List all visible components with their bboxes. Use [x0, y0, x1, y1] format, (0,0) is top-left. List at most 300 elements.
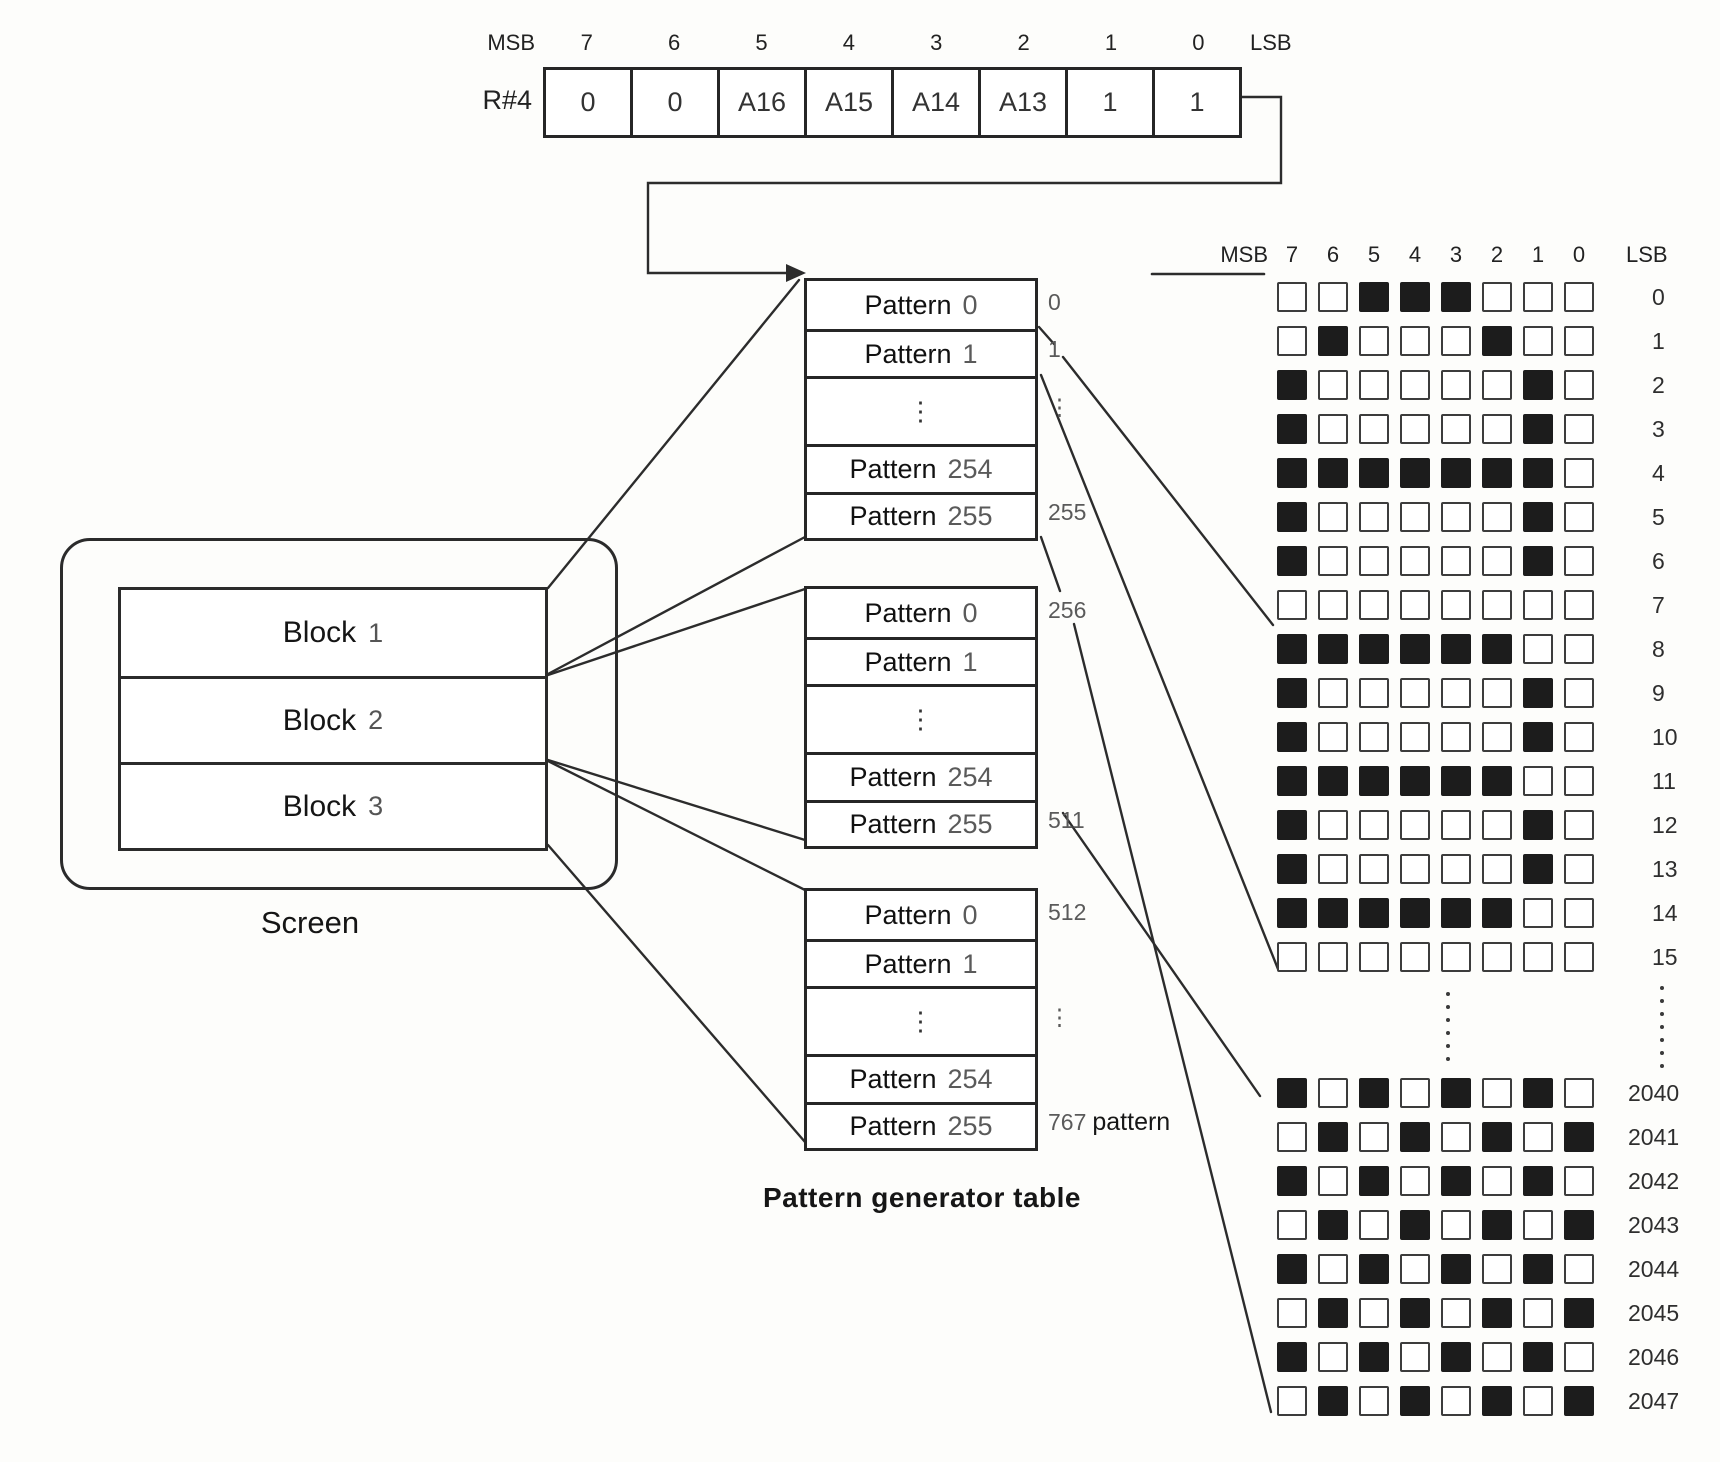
pixel-cell-empty	[1564, 1166, 1594, 1196]
register-bit-number: 5	[755, 30, 768, 55]
pixel-row-address: 2044	[1628, 1255, 1680, 1282]
pixel-cell-empty	[1482, 370, 1512, 400]
pixel-cell-filled	[1523, 678, 1553, 708]
pixel-cell-filled	[1318, 1298, 1348, 1328]
block-number: 1	[368, 617, 384, 648]
pixel-cell-filled	[1277, 634, 1307, 664]
pattern-table-row: ⋮	[807, 684, 1035, 752]
pattern-table-row	[807, 281, 1035, 329]
pixel-cell-filled	[1359, 458, 1389, 488]
pixel-cell-filled	[1359, 1166, 1389, 1196]
pixel-cell-empty	[1441, 326, 1471, 356]
pixel-cell-empty	[1564, 766, 1594, 796]
register-cell: 0	[630, 70, 717, 135]
pixel-cell-empty	[1441, 1122, 1471, 1152]
grid-bit-number: 0	[1572, 242, 1586, 267]
pixel-row	[1277, 678, 1594, 708]
pixel-cell-empty	[1441, 854, 1471, 884]
pixel-cell-filled	[1277, 458, 1307, 488]
pattern-table-row	[807, 800, 1035, 846]
register-cell: A15	[804, 70, 891, 135]
pattern-table-block-2	[804, 586, 1038, 849]
register-cell: 1	[1152, 70, 1239, 135]
grid-bit-number: 7	[1285, 242, 1299, 267]
pixel-cell-filled	[1441, 1254, 1471, 1284]
ellipsis-dot	[1660, 1038, 1664, 1042]
pixel-cell-empty	[1523, 898, 1553, 928]
ellipsis-dot	[1660, 1012, 1664, 1016]
pattern-table-row	[807, 589, 1035, 637]
pixel-row-address: 2041	[1628, 1123, 1680, 1150]
register-msb-label: MSB	[487, 30, 535, 55]
pixel-cell-empty	[1441, 678, 1471, 708]
pixel-cell-filled	[1318, 1386, 1348, 1416]
screen-label: Screen	[260, 905, 360, 940]
pixel-cell-filled	[1441, 1078, 1471, 1108]
pattern-address-label	[1048, 498, 1086, 526]
pixel-cell-filled	[1441, 634, 1471, 664]
pixel-cell-empty	[1564, 1254, 1594, 1284]
pixel-cell-filled	[1400, 282, 1430, 312]
pixel-cell-empty	[1441, 810, 1471, 840]
pixel-row	[1277, 1254, 1594, 1284]
pixel-cell-empty	[1318, 546, 1348, 576]
pattern-row-name: Pattern	[864, 289, 952, 320]
pixel-cell-empty	[1523, 1298, 1553, 1328]
pixel-cell-filled	[1523, 546, 1553, 576]
pattern-address-label	[1048, 898, 1086, 926]
ellipsis-dot	[1446, 1018, 1450, 1022]
pattern-address-label	[1048, 596, 1086, 624]
pixel-cell-empty	[1523, 282, 1553, 312]
pixel-cell-empty	[1564, 1342, 1594, 1372]
pixel-cell-filled	[1523, 414, 1553, 444]
pixel-row	[1277, 1122, 1594, 1152]
pixel-cell-empty	[1564, 1078, 1594, 1108]
pixel-cell-empty	[1359, 590, 1389, 620]
grid-bit-number: 2	[1490, 242, 1504, 267]
pixel-cell-empty	[1441, 414, 1471, 444]
pixel-cell-filled	[1277, 546, 1307, 576]
pixel-cell-empty	[1359, 546, 1389, 576]
pixel-cell-empty	[1359, 370, 1389, 400]
pixel-row	[1277, 370, 1594, 400]
pixel-cell-filled	[1318, 898, 1348, 928]
pixel-cell-empty	[1482, 546, 1512, 576]
register-cell: A14	[891, 70, 978, 135]
pixel-cell-empty	[1564, 854, 1594, 884]
pixel-cell-empty	[1359, 1210, 1389, 1240]
pixel-row	[1277, 898, 1594, 928]
pattern-table-block-1	[804, 278, 1038, 541]
pixel-cell-empty	[1400, 1166, 1430, 1196]
pixel-row-address: 12	[1652, 811, 1678, 838]
ellipsis-dot	[1660, 986, 1664, 990]
pixel-cell-empty	[1400, 678, 1430, 708]
pixel-cell-empty	[1277, 282, 1307, 312]
pixel-row-address: 0	[1652, 283, 1665, 310]
pixel-cell-filled	[1318, 1210, 1348, 1240]
pixel-cell-empty	[1564, 898, 1594, 928]
pixel-cell-empty	[1400, 590, 1430, 620]
register-cell: A13	[978, 70, 1065, 135]
pixel-cell-empty	[1400, 1254, 1430, 1284]
pixel-cell-empty	[1400, 370, 1430, 400]
pixel-row-address: 7	[1652, 591, 1665, 618]
pattern-row-number: 0	[962, 597, 978, 628]
pixel-cell-empty	[1359, 854, 1389, 884]
block-name: Block	[282, 789, 357, 823]
pixel-cell-empty	[1318, 282, 1348, 312]
ellipsis-dot	[1446, 1044, 1450, 1048]
pixel-cell-empty	[1441, 502, 1471, 532]
pixel-cell-filled	[1277, 810, 1307, 840]
pixel-row-address: 9	[1652, 679, 1665, 706]
pixel-cell-empty	[1318, 722, 1348, 752]
pixel-cell-empty	[1441, 1298, 1471, 1328]
pixel-cell-filled	[1400, 458, 1430, 488]
pixel-cell-filled	[1277, 722, 1307, 752]
pattern-address-label	[1048, 1108, 1170, 1136]
pixel-cell-empty	[1359, 810, 1389, 840]
pixel-row-address: 2043	[1628, 1211, 1680, 1238]
pixel-cell-empty	[1441, 370, 1471, 400]
pixel-cell-empty	[1564, 370, 1594, 400]
pixel-cell-empty	[1359, 1122, 1389, 1152]
pixel-cell-empty	[1523, 1210, 1553, 1240]
ellipsis-dot	[1660, 1064, 1664, 1068]
pattern-address-label	[1048, 336, 1061, 364]
screen-block-row	[121, 676, 545, 762]
pattern-address-label	[1048, 288, 1061, 316]
grid-bit-numbers	[1277, 241, 1594, 269]
pixel-row	[1277, 282, 1594, 312]
pixel-row-address: 8	[1652, 635, 1665, 662]
pixel-cell-empty	[1277, 1122, 1307, 1152]
pixel-cell-empty	[1400, 546, 1430, 576]
pixel-row-address: 6	[1652, 547, 1665, 574]
pattern-row-number: 254	[947, 762, 993, 792]
pixel-cell-empty	[1318, 810, 1348, 840]
pixel-cell-empty	[1277, 326, 1307, 356]
pixel-cell-empty	[1359, 678, 1389, 708]
pixel-cell-empty	[1564, 458, 1594, 488]
ellipsis-dot	[1660, 999, 1664, 1003]
pixel-cell-empty	[1441, 590, 1471, 620]
pixel-cell-filled	[1482, 766, 1512, 796]
grid-bit-number: 6	[1326, 242, 1340, 267]
pixel-cell-empty	[1277, 1210, 1307, 1240]
register-cell: 0	[580, 87, 596, 117]
pixel-cell-empty	[1318, 1166, 1348, 1196]
pixel-cell-empty	[1277, 590, 1307, 620]
pattern-row-name: Pattern	[849, 501, 937, 531]
pixel-cell-filled	[1441, 458, 1471, 488]
pixel-cell-empty	[1523, 1122, 1553, 1152]
pixel-cell-filled	[1523, 1254, 1553, 1284]
block-name: Block	[282, 703, 357, 737]
pixel-row	[1277, 1298, 1594, 1328]
register-cell: A16	[717, 70, 804, 135]
pixel-cell-filled	[1482, 458, 1512, 488]
pixel-row	[1277, 810, 1594, 840]
pixel-row	[1277, 1386, 1594, 1416]
grid-bit-number: 1	[1531, 242, 1545, 267]
pattern-row-name: Pattern	[849, 809, 937, 839]
address-number: 512	[1048, 898, 1087, 925]
pixel-cell-filled	[1277, 1078, 1307, 1108]
pixel-row-address: 3	[1652, 415, 1665, 442]
pixel-row	[1277, 854, 1594, 884]
pixel-cell-empty	[1318, 1342, 1348, 1372]
pixel-cell-empty	[1318, 590, 1348, 620]
pixel-cell-filled	[1318, 458, 1348, 488]
pixel-cell-empty	[1482, 1342, 1512, 1372]
pixel-cell-filled	[1400, 766, 1430, 796]
pixel-row	[1277, 942, 1594, 972]
register-bit-number: 4	[842, 30, 855, 55]
pattern-row-name: Pattern	[864, 948, 952, 979]
pixel-cell-empty	[1564, 942, 1594, 972]
pixel-cell-filled	[1277, 766, 1307, 796]
pixel-row-address: 10	[1652, 723, 1678, 750]
pixel-row-address: 1	[1652, 327, 1665, 354]
pixel-cell-filled	[1318, 326, 1348, 356]
register-bit-number: 6	[667, 30, 681, 55]
pattern-table-row	[807, 444, 1035, 492]
pattern-address-label	[1048, 1003, 1071, 1031]
pattern-row-name: Pattern	[864, 338, 952, 369]
pixel-cell-filled	[1482, 1122, 1512, 1152]
pixel-cell-empty	[1482, 722, 1512, 752]
pattern-generator-table-caption: Pattern generator table	[762, 1182, 1082, 1213]
pixel-cell-filled	[1359, 898, 1389, 928]
ellipsis-dot	[1660, 1051, 1664, 1055]
pixel-cell-filled	[1482, 634, 1512, 664]
pixel-cell-filled	[1564, 1298, 1594, 1328]
pixel-cell-filled	[1441, 282, 1471, 312]
pixel-cell-filled	[1441, 1342, 1471, 1372]
pixel-cell-filled	[1482, 1386, 1512, 1416]
pixel-row	[1277, 722, 1594, 752]
pixel-row-address: 11	[1652, 767, 1676, 794]
pattern-table-row	[807, 891, 1035, 939]
pixel-cell-filled	[1277, 370, 1307, 400]
pattern-table-block-3	[804, 888, 1038, 1151]
pixel-cell-empty	[1482, 414, 1512, 444]
pixel-cell-filled	[1523, 1166, 1553, 1196]
pixel-cell-empty	[1318, 854, 1348, 884]
pixel-cell-empty	[1400, 854, 1430, 884]
pixel-cell-empty	[1564, 810, 1594, 840]
pixel-cell-empty	[1523, 942, 1553, 972]
pixel-cell-empty	[1441, 1386, 1471, 1416]
register-bit-number: 1	[1104, 30, 1118, 55]
ellipsis-dot	[1660, 1025, 1664, 1029]
pattern-table-row: ⋮	[807, 376, 1035, 444]
pixel-cell-filled	[1564, 1122, 1594, 1152]
address-number: 767	[1048, 1108, 1087, 1135]
pixel-cell-empty	[1359, 414, 1389, 444]
grid-bit-number: 5	[1367, 242, 1381, 267]
pixel-cell-filled	[1523, 502, 1553, 532]
pixel-cell-empty	[1564, 722, 1594, 752]
pixel-cell-filled	[1441, 766, 1471, 796]
address-number: 256	[1048, 596, 1087, 623]
pixel-cell-filled	[1400, 1122, 1430, 1152]
pattern-row-number: 255	[947, 809, 993, 839]
pixel-cell-empty	[1441, 1210, 1471, 1240]
pixel-cell-filled	[1523, 370, 1553, 400]
pixel-cell-empty	[1564, 414, 1594, 444]
ellipsis-dot	[1446, 1057, 1450, 1061]
pixel-cell-filled	[1359, 282, 1389, 312]
pixel-cell-empty	[1564, 678, 1594, 708]
pattern-table-row	[807, 939, 1035, 986]
pixel-cell-filled	[1523, 458, 1553, 488]
pixel-cell-filled	[1564, 1210, 1594, 1240]
pixel-row-address: 2045	[1628, 1299, 1680, 1326]
pattern-row-name: Pattern	[849, 1111, 937, 1141]
pixel-cell-empty	[1482, 1254, 1512, 1284]
pattern-address-label	[1048, 393, 1071, 421]
pixel-cell-filled	[1400, 1386, 1430, 1416]
register-r4-box	[543, 67, 1242, 138]
pixel-cell-empty	[1359, 502, 1389, 532]
screen-block-box	[118, 587, 548, 851]
pixel-cell-filled	[1523, 810, 1553, 840]
pixel-row-address: 2	[1652, 371, 1665, 398]
pixel-cell-filled	[1564, 1386, 1594, 1416]
pixel-row	[1277, 766, 1594, 796]
pixel-cell-empty	[1482, 590, 1512, 620]
pixel-cell-empty	[1564, 282, 1594, 312]
pixel-cell-filled	[1277, 502, 1307, 532]
pixel-cell-empty	[1523, 326, 1553, 356]
register-bit-number: 7	[580, 30, 593, 55]
screen-block-row	[121, 762, 545, 848]
register-bit-number: 2	[1017, 30, 1030, 55]
address-number: 1	[1048, 336, 1061, 362]
pixel-row-address: 14	[1652, 899, 1678, 926]
pixel-cell-filled	[1359, 766, 1389, 796]
pixel-cell-empty	[1400, 810, 1430, 840]
pixel-cell-filled	[1277, 1254, 1307, 1284]
pixel-cell-filled	[1400, 898, 1430, 928]
pixel-cell-filled	[1482, 1298, 1512, 1328]
pattern-row-name: Pattern	[864, 646, 952, 677]
block-name: Block	[282, 616, 357, 649]
pixel-row	[1277, 590, 1594, 620]
pixel-cell-filled	[1359, 634, 1389, 664]
address-suffix: pattern	[1092, 1107, 1171, 1136]
register-name: R#4	[482, 84, 532, 115]
pixel-cell-empty	[1482, 282, 1512, 312]
pattern-table-row	[807, 492, 1035, 538]
pixel-cell-filled	[1482, 1210, 1512, 1240]
block-number: 2	[368, 705, 384, 735]
pixel-cell-empty	[1564, 546, 1594, 576]
pixel-cell-empty	[1400, 502, 1430, 532]
pixel-cell-empty	[1523, 766, 1553, 796]
pixel-cell-filled	[1482, 326, 1512, 356]
pixel-cell-empty	[1564, 590, 1594, 620]
pattern-row-number: 255	[947, 501, 993, 531]
ellipsis-dot	[1446, 1031, 1450, 1035]
pixel-cell-empty	[1318, 678, 1348, 708]
pixel-row	[1277, 326, 1594, 356]
pixel-cell-empty	[1400, 942, 1430, 972]
pixel-cell-empty	[1359, 942, 1389, 972]
pixel-row-address: 2047	[1628, 1387, 1680, 1414]
ellipsis-dot	[1446, 992, 1450, 996]
pixel-row	[1277, 414, 1594, 444]
pattern-row-number: 1	[962, 338, 978, 369]
address-number: 511	[1048, 806, 1085, 833]
pixel-cell-empty	[1482, 502, 1512, 532]
pixel-cell-empty	[1359, 722, 1389, 752]
pattern-table-row: ⋮	[807, 986, 1035, 1054]
pixel-cell-filled	[1523, 722, 1553, 752]
pixel-row	[1277, 1210, 1594, 1240]
pixel-cell-empty	[1318, 1078, 1348, 1108]
address-number: 0	[1048, 288, 1061, 315]
pixel-cell-empty	[1564, 326, 1594, 356]
address-number: ⋮	[1048, 393, 1071, 420]
grid-bit-number: 4	[1408, 242, 1422, 267]
pixel-cell-filled	[1523, 1078, 1553, 1108]
block-number: 3	[368, 791, 384, 821]
pixel-cell-empty	[1400, 326, 1430, 356]
pixel-cell-filled	[1400, 1210, 1430, 1240]
pixel-cell-empty	[1277, 942, 1307, 972]
pattern-row-name: Pattern	[849, 1064, 937, 1094]
pattern-row-number: 254	[947, 1064, 993, 1094]
pixel-cell-empty	[1523, 634, 1553, 664]
pixel-cell-empty	[1318, 370, 1348, 400]
pattern-row-number: 0	[962, 289, 978, 320]
pixel-cell-empty	[1441, 722, 1471, 752]
pixel-cell-empty	[1441, 546, 1471, 576]
pixel-cell-empty	[1318, 942, 1348, 972]
pixel-cell-empty	[1400, 722, 1430, 752]
pattern-row-number: 1	[962, 646, 978, 677]
pixel-cell-empty	[1318, 414, 1348, 444]
pattern-row-number: 0	[962, 899, 978, 930]
pixel-cell-filled	[1277, 1166, 1307, 1196]
pixel-cell-empty	[1359, 326, 1389, 356]
pattern-row-number: 255	[947, 1111, 993, 1141]
pixel-cell-filled	[1277, 854, 1307, 884]
pattern-table-row	[807, 637, 1035, 684]
pixel-cell-empty	[1277, 1298, 1307, 1328]
pixel-cell-empty	[1482, 1166, 1512, 1196]
pixel-cell-empty	[1523, 1386, 1553, 1416]
pixel-row-address: 2040	[1628, 1079, 1680, 1106]
pixel-row	[1277, 1078, 1594, 1108]
grid-msb-label: MSB	[1220, 242, 1268, 267]
pattern-row-number: 1	[962, 948, 978, 979]
pattern-row-name: Pattern	[849, 454, 937, 484]
pixel-row	[1277, 634, 1594, 664]
grid-bit-number: 3	[1449, 242, 1463, 267]
pixel-row-address: 13	[1652, 855, 1678, 882]
pixel-row-address: 4	[1652, 459, 1665, 486]
pixel-cell-empty	[1318, 502, 1348, 532]
pixel-cell-filled	[1441, 898, 1471, 928]
pixel-cell-empty	[1359, 1386, 1389, 1416]
pixel-cell-filled	[1482, 898, 1512, 928]
